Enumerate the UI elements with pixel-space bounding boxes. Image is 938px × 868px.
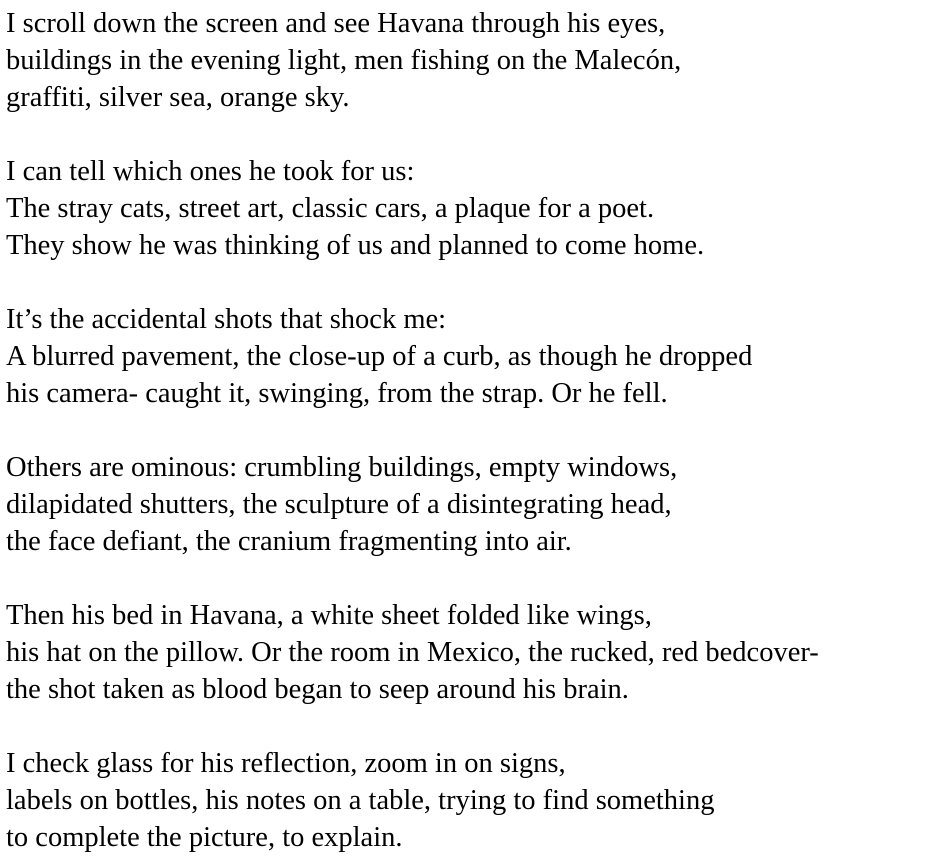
poem-line: I check glass for his reflection, zoom in on signs, [6,748,566,779]
poem-line: his camera- caught it, swinging, from the strap. Or he fell. [6,378,668,409]
stanza-1 [6,5,936,116]
poem-body [6,5,936,856]
poem-line: The stray cats, street art, classic cars, a plaque for a poet. [6,193,655,224]
poem-line: the face defiant, the cranium fragmenting into air. [6,526,572,557]
stanza-2 [6,153,936,264]
poem-line: to complete the picture, to explain. [6,822,403,853]
poem-line: They show he was thinking of us and planned to come home. [6,230,705,261]
stanza-5 [6,597,936,708]
poem-line: graffiti, silver sea, orange sky. [6,82,350,113]
poem-line: It’s the accidental shots that shock me: [6,304,447,335]
stanza-3 [6,301,936,412]
poem-line: his hat on the pillow. Or the room in Mexico, the rucked, red bedcover- [6,637,819,668]
poem-line: A blurred pavement, the close-up of a curb, as though he dropped [6,341,753,372]
poem-line: I can tell which ones he took for us: [6,156,415,187]
stanza-4 [6,449,936,560]
stanza-6 [6,745,936,856]
poem-line: buildings in the evening light, men fishing on the Malecón, [6,45,682,76]
poem-line: dilapidated shutters, the sculpture of a disintegrating head, [6,489,672,520]
poem-line: Others are ominous: crumbling buildings, empty windows, [6,452,678,483]
poem-line: the shot taken as blood began to seep around his brain. [6,674,629,705]
poem-line: labels on bottles, his notes on a table, trying to find something [6,785,715,816]
poem-line: I scroll down the screen and see Havana through his eyes, [6,8,666,39]
poem-line: Then his bed in Havana, a white sheet folded like wings, [6,600,652,631]
